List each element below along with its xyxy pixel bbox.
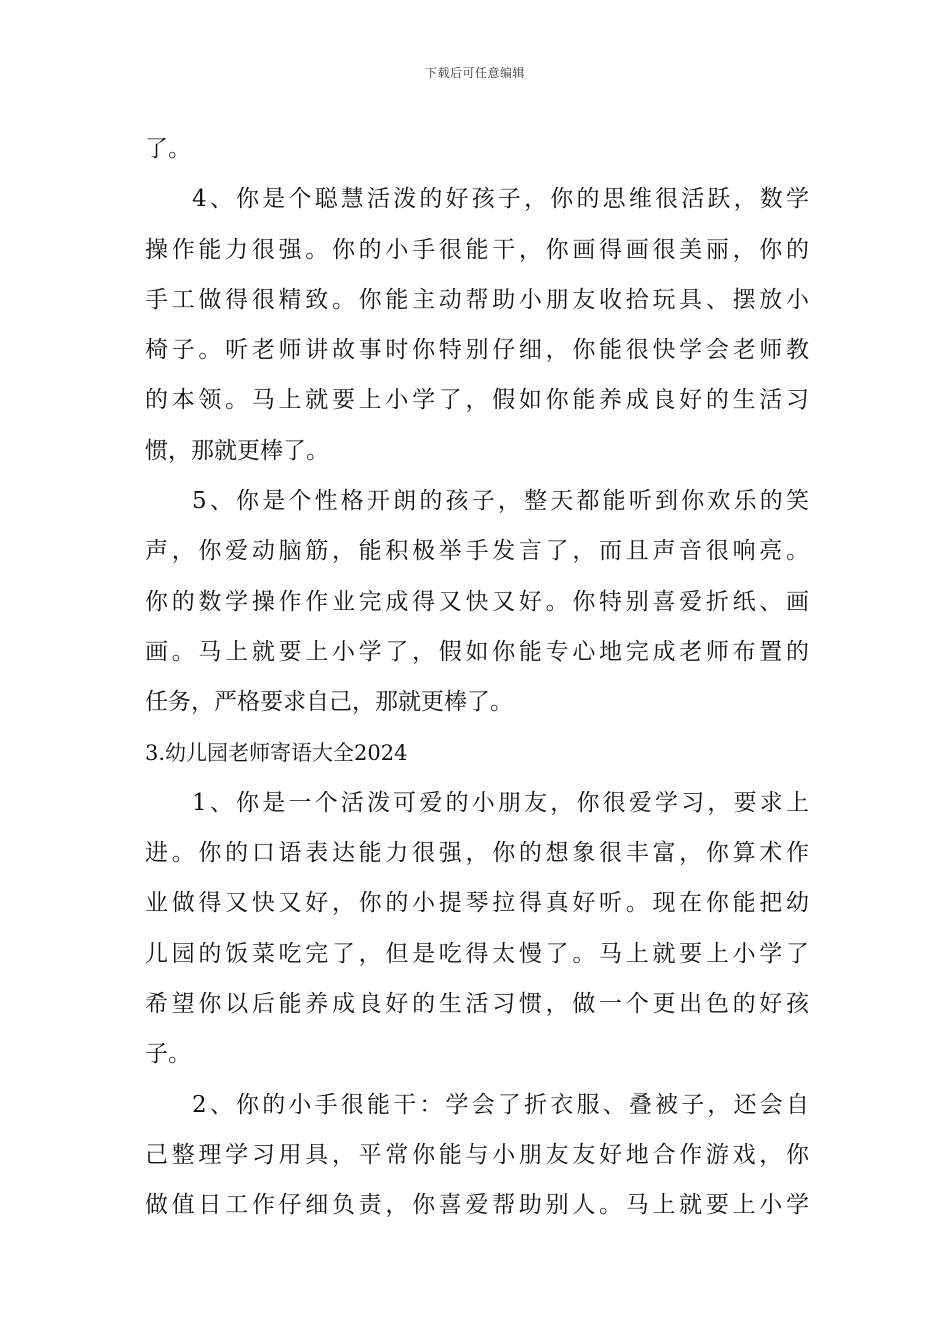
text-line: 声，你爱动脑筋，能积极举手发言了，而且声音很响亮。 bbox=[145, 538, 809, 565]
page-header: 下载后可任意编辑 bbox=[424, 66, 525, 80]
text-line: 操作能力很强。你的小手很能干，你画得画很美丽，你的 bbox=[145, 236, 809, 263]
text-line: 惯，那就更棒了。 bbox=[145, 437, 329, 464]
text-line: 手工做得很精致。你能主动帮助小朋友收拾玩具、摆放小 bbox=[145, 286, 809, 313]
text-line: 的本领。马上就要上小学了，假如你能养成良好的生活习 bbox=[145, 387, 809, 414]
text-line: 5、你是个性格开朗的孩子，整天都能听到你欢乐的笑 bbox=[192, 488, 809, 515]
section-heading: 3.幼儿园老师寄语大全2024 bbox=[145, 740, 408, 765]
text-line: 画。马上就要上小学了，假如你能专心地完成老师布置的 bbox=[145, 638, 809, 665]
text-line: 儿园的饭菜吃完了，但是吃得太慢了。马上就要上小学了 bbox=[145, 940, 809, 967]
text-line: 子。 bbox=[145, 1041, 191, 1068]
text-line: 你的数学操作作业完成得又快又好。你特别喜爱折纸、画 bbox=[145, 588, 809, 615]
text-line: 1、你是一个活泼可爱的小朋友，你很爱学习，要求上 bbox=[192, 789, 809, 816]
text-line: 业做得又快又好，你的小提琴拉得真好听。现在你能把幼 bbox=[145, 890, 809, 917]
text-line: 4、你是个聪慧活泼的好孩子，你的思维很活跃，数学 bbox=[192, 186, 809, 213]
text-line: 椅子。听老师讲故事时你特别仔细，你能很快学会老师教 bbox=[145, 337, 809, 364]
text-line: 进。你的口语表达能力很强，你的想象很丰富，你算术作 bbox=[145, 840, 809, 867]
text-line: 2、你的小手很能干：学会了折衣服、叠被子，还会自 bbox=[192, 1091, 809, 1118]
text-line: 任务，严格要求自己，那就更棒了。 bbox=[145, 689, 513, 716]
text-line: 了。 bbox=[145, 136, 191, 162]
document-body bbox=[145, 124, 809, 1231]
text-line: 己整理学习用具，平常你能与小朋友友好地合作游戏，你 bbox=[145, 1141, 809, 1168]
text-line: 希望你以后能养成良好的生活习惯，做一个更出色的好孩 bbox=[145, 991, 809, 1018]
text-line: 做值日工作仔细负责，你喜爱帮助别人。马上就要上小学 bbox=[145, 1192, 809, 1219]
